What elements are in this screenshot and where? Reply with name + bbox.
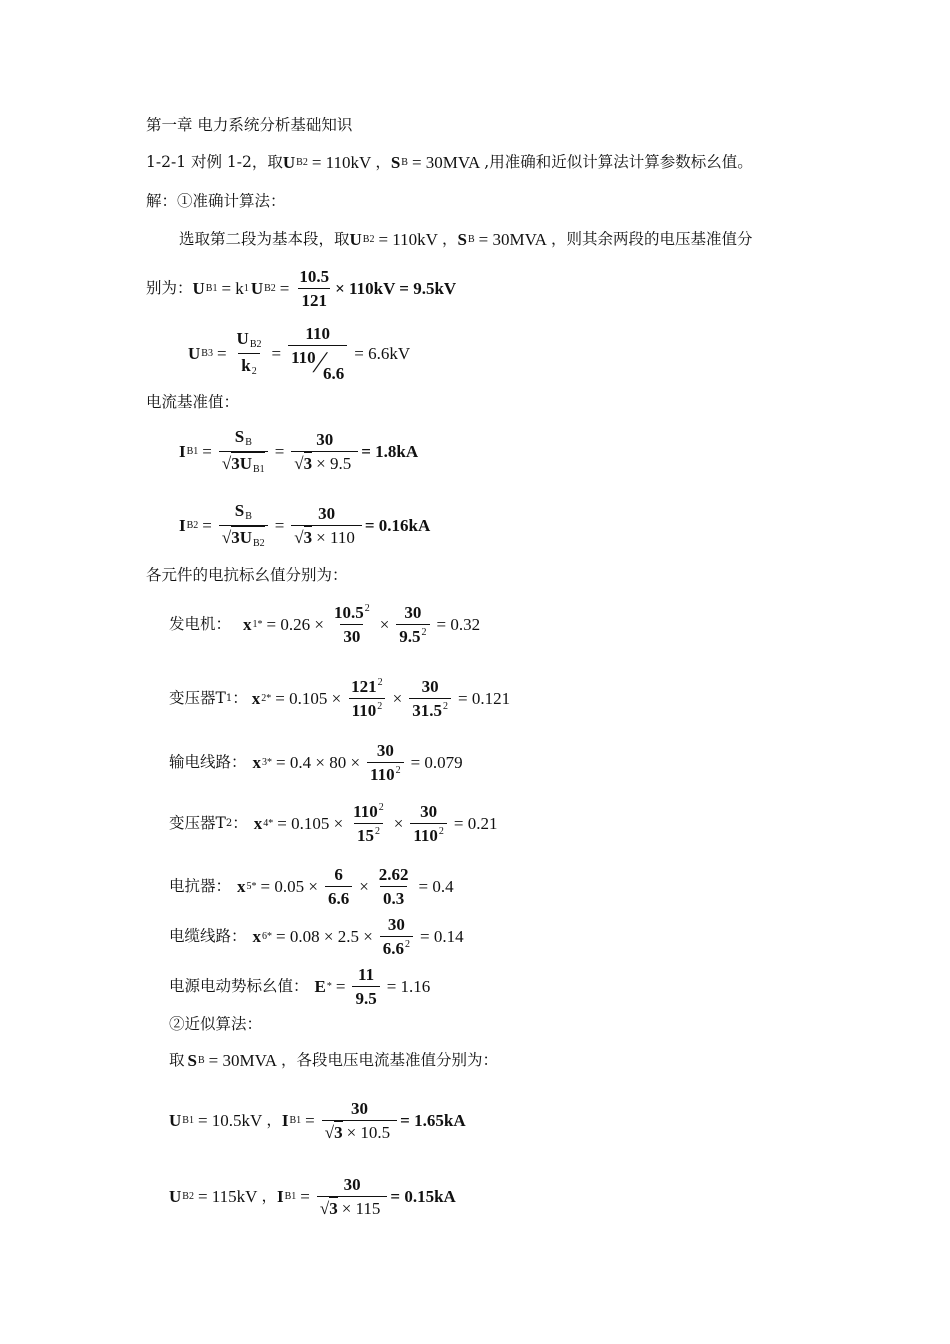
ib1-ratio1	[219, 428, 268, 475]
intro-ub2	[350, 231, 442, 248]
ib1-radicand	[231, 452, 264, 473]
row2-ratio	[317, 1176, 388, 1217]
intro-ub2-symbol: U	[349, 230, 362, 249]
cable-rhs: = 0.14	[420, 927, 464, 946]
ub2-symbol: U	[282, 153, 296, 172]
line-equation	[169, 742, 467, 783]
t2-d2	[410, 823, 447, 844]
generator-label: 发电机：	[169, 614, 232, 633]
ub3-den1-sub: 2	[251, 366, 257, 377]
cable-ratio	[380, 916, 413, 957]
gen-d2-sup: 2	[421, 627, 427, 638]
row2-rhs: = 0.15kA	[390, 1187, 456, 1206]
row2-sep: ，	[261, 1186, 277, 1205]
t2-d2-sup: 2	[438, 826, 444, 837]
exact-intro-a: 选取第二段为基本段，取	[179, 229, 350, 248]
gen-x-sub: 1*	[252, 618, 263, 630]
gen-d2-val: 9.5	[399, 627, 421, 646]
row2-i: I	[276, 1187, 284, 1206]
t1-n1	[348, 678, 386, 698]
approx-label	[169, 1017, 262, 1033]
ub3-den1-sym: k	[241, 356, 251, 375]
row1-u-val: = 10.5kV	[197, 1111, 263, 1130]
ub2-subscript: B2	[296, 156, 308, 168]
t1-d2	[409, 698, 451, 719]
row1-three: 3	[334, 1123, 343, 1142]
t2-x-sub: 4*	[263, 817, 274, 829]
approx-row2	[169, 1176, 456, 1217]
intro-sb-symbol: S	[457, 230, 467, 249]
row2-u-sub: B2	[182, 1190, 194, 1202]
solution-label	[146, 194, 286, 210]
sb-value: = 30MVA	[411, 153, 481, 172]
ub3-eq1: =	[216, 344, 227, 363]
cable-equation	[169, 916, 468, 957]
ib1-sqrt-icon: √	[221, 454, 232, 473]
exact-intro-b: ，则其余两段的电压基准值分	[550, 229, 753, 248]
row2-i-sub: B1	[284, 1190, 297, 1202]
reactor-rhs: = 0.4	[418, 877, 454, 896]
line-d1	[367, 762, 404, 783]
ib2-lhs-sub: B2	[186, 519, 199, 531]
reactor-ratio2	[376, 866, 412, 907]
ib2-eq1: =	[202, 516, 212, 535]
t1-rhs: = 0.121	[458, 689, 511, 708]
ub3-den2	[288, 345, 347, 382]
gen-ratio1	[331, 604, 373, 645]
ub1-den: 121	[298, 288, 330, 309]
row2-eq: =	[300, 1187, 310, 1206]
ib1-den2	[291, 451, 358, 472]
intro-comma: ，	[441, 229, 458, 248]
cable-x-sub: 6*	[262, 930, 273, 942]
t1-d1-val: 110	[351, 701, 377, 720]
reactor-label: 电抗器：	[169, 876, 232, 895]
approx-label-text: ②近似算法：	[169, 1015, 263, 1033]
cable-formula	[253, 916, 468, 957]
line-formula	[253, 742, 467, 783]
row1-sqrt-icon: √	[324, 1123, 335, 1142]
gen-d2	[396, 624, 429, 645]
row2-den	[317, 1196, 388, 1217]
emf-d1: 9.5	[352, 986, 379, 1007]
ib2-num2: 30	[318, 504, 336, 523]
gen-rhs: = 0.32	[436, 615, 481, 634]
ib2-ratio1	[219, 502, 268, 549]
ib2-radicand	[231, 526, 264, 547]
ib2-den1-text: 3U	[231, 528, 253, 547]
ub3-lhs-sub: B3	[201, 347, 213, 359]
ib2-rhs: = 0.16kA	[364, 516, 431, 535]
current-label-text: 电流基准值：	[146, 393, 240, 411]
t2-label-sub: 2	[225, 817, 233, 829]
row2-sqrt-icon: √	[319, 1199, 330, 1218]
ib2-num1-sym: S	[234, 501, 245, 520]
problem-ub2	[283, 154, 375, 171]
solution-label-text: 解：①准确计算法：	[146, 192, 286, 210]
t1-d1	[349, 698, 386, 719]
ib2-den2	[291, 525, 362, 546]
ub3-lhs: U	[188, 344, 201, 363]
ib1-sqrt2-icon: √	[294, 454, 304, 473]
reactor-equation	[169, 866, 458, 907]
gen-ratio2	[396, 604, 429, 645]
ub3-formula	[188, 325, 414, 382]
ub3-equation	[188, 325, 414, 382]
line-rhs: = 0.079	[410, 753, 463, 772]
generator-equation	[169, 604, 484, 645]
t2-d1	[354, 823, 383, 844]
ib1-eq2: =	[274, 442, 285, 461]
row1-eq: =	[305, 1111, 315, 1130]
ub1-num: 10.5	[299, 267, 330, 286]
row1-ratio	[322, 1100, 397, 1141]
ib2-num1	[232, 502, 255, 525]
t1-coef: = 0.105 ×	[275, 689, 342, 708]
intro-ub2-sub: B2	[362, 233, 375, 245]
row1-u: U	[169, 1111, 182, 1130]
line-d1-val: 110	[370, 765, 395, 784]
ib2-eq2: =	[274, 516, 285, 535]
t2-ratio1	[350, 803, 387, 844]
t2-d1-val: 15	[356, 826, 374, 845]
cable-n1: 30	[387, 915, 405, 934]
ub3-slash: /	[309, 346, 331, 379]
reactor-n1: 6	[334, 865, 343, 884]
chapter-title	[146, 118, 352, 134]
t1-label-end: ：	[232, 688, 248, 707]
ib1-num1-sub: B	[245, 437, 252, 448]
ib1-ratio2	[291, 431, 358, 472]
intro-ub2-val: = 110kV	[378, 230, 438, 249]
ib1-den1-sub: B1	[253, 464, 265, 475]
t2-formula	[254, 803, 502, 844]
ub1-eq: =	[279, 279, 290, 298]
ub1-rhs: × 110kV = 9.5kV	[335, 279, 457, 298]
t2-label-end: ：	[232, 813, 248, 832]
line-n1: 30	[376, 741, 394, 760]
ib2-sqrt-icon: √	[221, 528, 232, 547]
ib1-lhs: I	[179, 442, 186, 461]
intro-sb-sub: B	[467, 233, 475, 245]
reactance-label	[146, 568, 348, 584]
t2-n1	[350, 803, 387, 823]
ub3-eq2: =	[271, 344, 282, 363]
ub3-num1-sym: U	[236, 329, 249, 348]
problem-label: 1-2-1 对例 1-2，取	[146, 152, 283, 171]
ib2-den1	[219, 525, 268, 549]
t1-n1-sup: 2	[377, 677, 383, 688]
line-coef: = 0.4 × 80 ×	[276, 753, 361, 772]
t1-formula	[252, 678, 514, 719]
t1-d1-sup: 2	[377, 701, 383, 712]
row2-formula	[169, 1188, 261, 1205]
ib1-rhs: = 1.8kA	[361, 442, 419, 461]
reactor-n2: 2.62	[378, 865, 409, 884]
row2-u: U	[169, 1187, 182, 1206]
ub1-k: = k	[221, 279, 244, 298]
ub3-ratio1	[234, 330, 265, 377]
t1-x: x	[251, 689, 261, 708]
gen-times: ×	[379, 615, 390, 634]
approx-sb-symbol: S	[187, 1051, 197, 1070]
t2-rhs: = 0.21	[453, 814, 498, 833]
row1-rhs: = 1.65kA	[400, 1111, 466, 1130]
ub3-rhs: = 6.6kV	[354, 344, 411, 363]
reactor-times: ×	[359, 877, 369, 896]
row1-current	[282, 1100, 466, 1141]
ub3-ratio2	[288, 325, 347, 382]
ub1-ratio	[296, 268, 332, 309]
emf-rhs: = 1.16	[386, 977, 431, 996]
problem-separator: ，	[375, 152, 391, 171]
emf-e: E	[314, 977, 326, 996]
row1-i: I	[281, 1111, 289, 1130]
cable-d1	[380, 936, 413, 957]
t1-n1-val: 121	[351, 677, 377, 696]
ib2-equation	[179, 502, 430, 549]
row2-den-text: × 115	[341, 1199, 381, 1218]
ib1-formula	[179, 428, 418, 475]
row1-i-sub: B1	[289, 1114, 302, 1126]
ub1-lhs-sub: B1	[205, 282, 218, 294]
ib1-den1-text: 3U	[231, 454, 253, 473]
exact-intro	[179, 231, 752, 248]
t1-d2-sup: 2	[443, 701, 449, 712]
t2-d1-sup: 2	[374, 826, 380, 837]
emf-equation	[169, 966, 434, 1007]
generator-formula	[243, 604, 484, 645]
ib1-den1	[219, 451, 268, 475]
gen-n1	[331, 604, 373, 624]
gen-n2: 30	[404, 603, 422, 622]
t1-label-sub: 1	[225, 692, 233, 704]
row2-three: 3	[329, 1199, 338, 1218]
reactor-d1: 6.6	[325, 886, 352, 907]
chapter-title-text: 第一章 电力系统分析基础知识	[146, 116, 353, 134]
t1-ratio2	[409, 678, 451, 719]
approx-intro-b: ，各段电压电流基准值分别为：	[280, 1050, 498, 1069]
reactor-coef: = 0.05 ×	[260, 877, 318, 896]
t2-equation	[169, 803, 501, 844]
gen-coef: = 0.26 ×	[266, 615, 324, 634]
t2-x: x	[253, 814, 263, 833]
t2-d2-val: 110	[413, 826, 438, 845]
cable-coef: = 0.08 × 2.5 ×	[276, 927, 373, 946]
ub1-ub2-sub: B2	[264, 282, 276, 294]
row1-den	[322, 1120, 397, 1141]
row1-den-text: × 10.5	[346, 1123, 391, 1142]
ub3-den2b: 6.6	[323, 364, 345, 383]
line-label: 输电线路：	[169, 752, 247, 771]
row1-u-sub: B1	[182, 1114, 194, 1126]
row1-formula	[169, 1112, 266, 1129]
gen-d1: 30	[340, 624, 363, 645]
ib1-eq1: =	[202, 442, 212, 461]
line-d1-sup: 2	[395, 765, 401, 776]
ib2-ratio2	[291, 505, 362, 546]
ib1-lhs-sub: B1	[186, 445, 199, 457]
ub3-den1	[238, 353, 259, 377]
ib2-num1-sub: B	[245, 511, 252, 522]
ib1-three: 3	[303, 454, 313, 473]
line-x-sub: 3*	[262, 756, 273, 768]
ub1-lhs: U	[192, 279, 205, 298]
t2-n1-val: 110	[353, 802, 378, 821]
approx-intro	[169, 1052, 498, 1069]
row2-u-val: = 115kV	[197, 1187, 258, 1206]
t1-x-sub: 2*	[261, 692, 272, 704]
emf-ratio	[352, 966, 379, 1007]
problem-text: ,用准确和近似计算法计算参数标幺值。	[484, 152, 753, 171]
problem-sb	[391, 154, 484, 171]
ib1-num1-sym: S	[234, 427, 245, 446]
ib1-num2: 30	[316, 430, 334, 449]
reactor-ratio1	[325, 866, 352, 907]
t2-times: ×	[393, 814, 404, 833]
ub1-formula	[193, 268, 457, 309]
ub3-slash-frac	[291, 346, 345, 383]
approx-sb-val: = 30MVA	[208, 1051, 277, 1070]
approx-sb-sub: B	[197, 1054, 205, 1066]
cable-d1-val: 6.6	[382, 939, 405, 958]
ub1-k-sub: 1	[243, 282, 249, 294]
ub1-equation	[146, 268, 456, 309]
current-label	[146, 395, 239, 411]
emf-label: 电源电动势标幺值：	[169, 976, 309, 995]
sb-symbol: S	[390, 153, 401, 172]
ib1-den2-text: × 9.5	[316, 454, 352, 473]
ub3-num2: 110	[305, 324, 330, 343]
reactor-formula	[237, 866, 458, 907]
ib2-lhs: I	[179, 516, 186, 535]
row1-sep: ，	[266, 1110, 282, 1129]
cable-d1-sup: 2	[405, 939, 411, 950]
line-x: x	[252, 753, 262, 772]
t1-n2: 30	[421, 677, 439, 696]
t1-d2-val: 31.5	[412, 701, 443, 720]
emf-formula	[315, 966, 435, 1007]
reactor-x: x	[237, 877, 246, 896]
problem-statement	[146, 154, 753, 171]
row1-num: 30	[350, 1099, 368, 1118]
t2-ratio2	[410, 803, 447, 844]
row2-num: 30	[343, 1175, 361, 1194]
ub1-lead: 别为：	[146, 278, 193, 297]
t1-label: 变压器T	[169, 688, 226, 707]
ib1-equation	[179, 428, 418, 475]
t2-label: 变压器T	[169, 813, 226, 832]
ib2-formula	[179, 502, 430, 549]
approx-row1	[169, 1100, 466, 1141]
cable-label: 电缆线路：	[169, 926, 247, 945]
ib2-sqrt2-icon: √	[294, 528, 304, 547]
cable-x: x	[252, 927, 262, 946]
t2-n2: 30	[420, 802, 438, 821]
t2-n1-sup: 2	[378, 802, 384, 813]
approx-sb	[188, 1052, 281, 1069]
t1-ratio1	[348, 678, 386, 719]
t2-coef: = 0.105 ×	[277, 814, 344, 833]
intro-sb-val: = 30MVA	[478, 230, 547, 249]
ub3-num1	[234, 330, 265, 353]
ub3-num1-sub: B2	[249, 339, 262, 350]
ib2-den1-sub: B2	[253, 538, 265, 549]
emf-e-sub: *	[326, 980, 332, 992]
ub2-value: = 110kV	[311, 153, 372, 172]
t1-times: ×	[392, 689, 403, 708]
t1-equation	[169, 678, 514, 719]
reactor-d2: 0.3	[380, 886, 407, 907]
emf-eq: =	[335, 977, 346, 996]
sb-subscript: B	[401, 156, 408, 168]
ib1-num1	[232, 428, 255, 451]
gen-n1-sup: 2	[364, 603, 370, 614]
ib2-den2-text: × 110	[316, 528, 355, 547]
ub1-ub2: U	[250, 279, 264, 298]
line-ratio	[367, 742, 404, 783]
reactance-label-text: 各元件的电抗标幺值分别为：	[146, 566, 348, 584]
ib2-three: 3	[303, 528, 313, 547]
emf-n1: 11	[358, 965, 375, 984]
reactor-x-sub: 5*	[246, 880, 257, 892]
row2-current	[277, 1176, 456, 1217]
gen-x: x	[243, 615, 252, 634]
gen-n1-val: 10.5	[333, 603, 364, 622]
intro-sb	[457, 231, 550, 248]
ub3-den2a: 110	[291, 348, 316, 367]
approx-intro-a: 取	[169, 1050, 185, 1069]
